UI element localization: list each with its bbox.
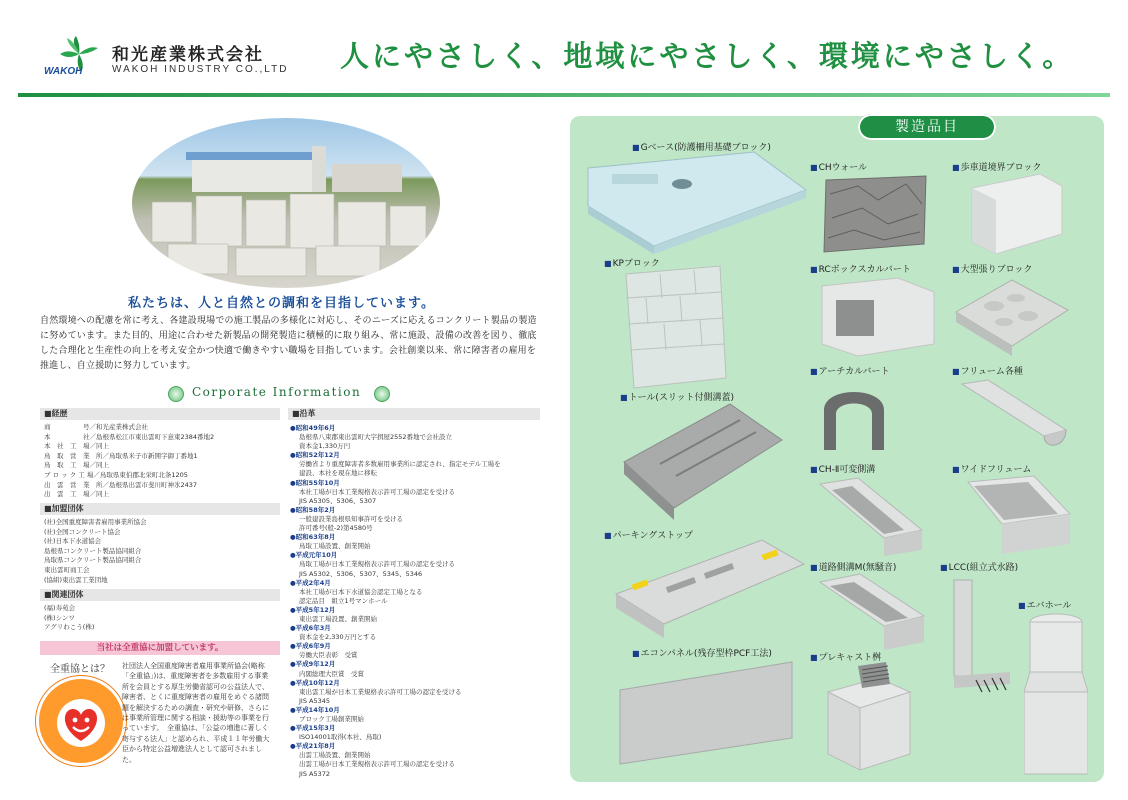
zenjuu-smiley-badge-icon bbox=[36, 676, 126, 766]
history-year: ●平成5年12月 bbox=[290, 605, 336, 614]
list-item: (社)全国コンクリート協会 bbox=[44, 527, 121, 536]
product-label-evahole: ■ エバホール bbox=[1018, 598, 1071, 611]
list-item: 東出雲町商工会 bbox=[44, 565, 90, 574]
products-title: 製造品目 bbox=[858, 114, 996, 140]
intro-body: 自然環境への配慮を常に考え、各建設現場での施工製品の多様化に対応し、そのニーズに応えるコンクリート製品の製造に努めています。また目的、用途に合わせた新製品の開発製造に積極的に取り組み、常に施設、設備の改善を図り、徹底した合理化と生産性の向上を考え安全かつ快適で働きやすい職場を目指しています。会社創業以来、常に障害者の雇用を推進し、自立援助に努力しています。 bbox=[40, 316, 537, 371]
history-entry: 鳥取工場設置、創業開始 bbox=[299, 542, 371, 551]
history-entry: ISO14001取得(本社、鳥取) bbox=[299, 733, 382, 742]
history-year: ●昭和52年12月 bbox=[290, 451, 340, 460]
company-name-jp: 和光産業株式会社 bbox=[112, 45, 264, 65]
product-label-econ-panel: ■ エコンパネル(残存型枠PCF工法) bbox=[632, 646, 772, 659]
history-entry: 本社工場が日本工業規格表示許可工場の認定を受ける bbox=[299, 487, 455, 496]
zenjuu-description: 社団法人全国重度障害者雇用事業所協会(略称「全重協」)は、重度障害者を多数雇用する事業所を会員とする厚生労働省認可の公益法人で、障害者、とくに重度障害者の雇用をめぐる諸問題を解決するための調査・研究や研修、さらには事業所管理に関する相談・援助等の事業を行っています。 全重協は、「公益の増進に著しく寄与する法人」と認められ、平成１１年労働大臣から特定公益増進法人として認可されました。 bbox=[122, 662, 270, 764]
precast-basin-image bbox=[824, 662, 914, 774]
history-entry: 許可番号(般-2)第4580号 bbox=[299, 524, 373, 533]
history-entry: 島根県八束郡東出雲町大字揖屋2552番地で会社設立 bbox=[299, 433, 453, 442]
green-bullet-icon bbox=[374, 386, 390, 402]
history-entry: JIS A5345 bbox=[299, 696, 331, 705]
product-label-curb-block: ■ 歩車道境界ブロック bbox=[952, 160, 1041, 173]
history-year: ●平成6年3月 bbox=[290, 624, 331, 633]
product-label-lcc: ■ LCC(組立式水路) bbox=[940, 560, 1018, 573]
road-gutter-m-image bbox=[818, 572, 928, 652]
zenjuu-banner: 当社は全重協に加盟しています。 bbox=[40, 641, 280, 655]
history-entry: 本社工場が日本下水道協会認定工場となる bbox=[299, 587, 423, 596]
history-entry: JIS A5305、5306、5307 bbox=[299, 496, 377, 505]
list-item: (協組)東出雲工業団地 bbox=[44, 575, 108, 584]
list-item: 鳥 取 営 業 所／鳥取県米子市新開字御丁番地1 bbox=[44, 451, 198, 460]
wide-flume-image bbox=[962, 474, 1074, 556]
history-entry: 鳥取工場が日本工業規格表示許可工場の認定を受ける bbox=[299, 560, 455, 569]
green-bullet-icon bbox=[168, 386, 184, 402]
ch-wall-image bbox=[818, 174, 932, 254]
history-entry: 認定品目 組立1号マンホール bbox=[299, 596, 388, 605]
intro-heading: 私たちは、人と自然との調和を目指しています。 bbox=[128, 296, 435, 311]
product-label-ch-wall: ■ CHウォール bbox=[810, 160, 867, 173]
product-label-arch-culvert: ■ アーチカルバート bbox=[810, 364, 889, 377]
related-heading: ■関連団体 bbox=[40, 589, 280, 601]
kp-block-image bbox=[620, 264, 730, 392]
history-entry: 東出雲工場が日本工業規格表示許可工場の認定を受ける bbox=[299, 687, 462, 696]
history-year: ●平成2年4月 bbox=[290, 578, 331, 587]
list-item: (社)日本下水道協会 bbox=[44, 537, 102, 546]
history-year: ●平成9年12月 bbox=[290, 660, 336, 669]
history-entry: 一般建設業島根県知事許可を受ける bbox=[299, 514, 403, 523]
history-year: ●平成10年12月 bbox=[290, 678, 340, 687]
product-label-toll-cover: ■ トール(スリット付側溝蓋) bbox=[620, 390, 734, 403]
product-label-ch2-gutter: ■ CH-Ⅱ可変側溝 bbox=[810, 462, 875, 475]
history-entry: 出雲工場が日本工業規格表示許可工場の認定を受ける bbox=[299, 760, 455, 769]
product-label-large-block: ■ 大型張りブロック bbox=[952, 262, 1032, 275]
overview-list bbox=[44, 423, 280, 500]
related-list bbox=[44, 604, 280, 633]
product-label-g-base: ■ Gベース(防護柵用基礎ブロック) bbox=[632, 140, 771, 153]
list-item: ブ ロ ッ ク 工 場／鳥取県東伯郡北栄町北条1205 bbox=[44, 470, 188, 479]
arch-culvert-image bbox=[820, 376, 892, 456]
history-entry: 内閣総理大臣賞 受賞 bbox=[299, 669, 364, 678]
factory-photo bbox=[132, 118, 440, 288]
lcc-image bbox=[948, 576, 1014, 696]
history-year: ●平成15年3月 bbox=[290, 724, 336, 733]
history-entry: JIS A5302、5306、5307、5345、5346 bbox=[299, 569, 423, 578]
rc-box-culvert-image bbox=[818, 274, 938, 360]
product-label-precast-basin: ■ プレキャスト桝 bbox=[810, 650, 881, 663]
product-label-wide-flume: ■ ワイドフリューム bbox=[952, 462, 1031, 475]
history-entry: JIS A5372 bbox=[299, 769, 331, 778]
history-entry: 労働大臣表彰 受賞 bbox=[299, 651, 358, 660]
list-item: 商 号／和光産業株式会社 bbox=[44, 423, 148, 431]
slogan: 人にやさしく、地域にやさしく、環境にやさしく。 bbox=[340, 39, 1075, 73]
list-item: 島根県コンクリート製品協同組合 bbox=[44, 546, 142, 555]
product-label-kp-block: ■ KPブロック bbox=[604, 256, 660, 269]
history-entry: ブロック工場創業開始 bbox=[299, 715, 364, 723]
history-entry: 労働省より重度障害者多数雇用事業所に認定され、指定モデル工場を bbox=[299, 460, 501, 469]
curb-block-image bbox=[962, 172, 1070, 256]
history-entry: 東出雲工場設置、創業開始 bbox=[299, 614, 377, 623]
list-item: 本 社／島根県松江市東出雲町下意東2384番地2 bbox=[44, 432, 215, 441]
product-label-rc-box-culvert: ■ RCボックスカルバート bbox=[810, 262, 911, 275]
history-heading: ■沿革 bbox=[288, 408, 540, 420]
g-base-image bbox=[584, 150, 810, 254]
history-entry: 資本金を2,330万円とする bbox=[299, 633, 377, 642]
list-item: 出 雲 工 場／同上 bbox=[44, 490, 109, 499]
header-divider bbox=[18, 93, 1110, 97]
history-year: ●昭和55年10月 bbox=[290, 478, 340, 487]
zenjuu-question: 全重協とは？ bbox=[50, 664, 110, 675]
company-name-en: WAKOH INDUSTRY CO.,LTD bbox=[112, 64, 289, 75]
history-entry: 建設、本社を現在地に移転 bbox=[299, 469, 377, 478]
list-item: 出 雲 営 業 所／島根県出雲市斐川町神氷2437 bbox=[44, 480, 198, 489]
history-year: ●昭和63年8月 bbox=[290, 533, 336, 542]
toll-cover-image bbox=[620, 400, 786, 524]
overview-heading: ■経歴 bbox=[40, 408, 280, 420]
product-label-road-gutter-m: ■ 道路側溝M(無騒音) bbox=[810, 560, 896, 573]
list-item: (株)シンワ bbox=[44, 613, 75, 622]
list-item: 本 社 工 場／同上 bbox=[44, 442, 109, 451]
corporate-info-title: Corporate Information bbox=[192, 385, 362, 399]
history-list bbox=[290, 424, 540, 779]
list-item: アグリわこう(株) bbox=[44, 623, 95, 632]
econ-panel-image bbox=[616, 660, 796, 768]
history-year: ●平成6年9月 bbox=[290, 642, 331, 651]
affiliations-list bbox=[44, 518, 280, 585]
parking-stop-image bbox=[612, 538, 808, 642]
flume-image bbox=[958, 378, 1070, 456]
history-year: ●平成元年10月 bbox=[290, 551, 338, 560]
history-entry: 資本金1,330万円 bbox=[299, 442, 351, 451]
ch2-gutter-image bbox=[818, 476, 926, 556]
history-year: ●昭和49年6月 bbox=[290, 424, 336, 432]
list-item: (福)寿苑会 bbox=[44, 604, 76, 612]
evahole-image bbox=[1024, 610, 1088, 776]
factory-illustration bbox=[132, 118, 440, 288]
history-year: ●平成21年8月 bbox=[290, 742, 336, 751]
corporate-info-title-bar bbox=[168, 384, 390, 402]
product-label-parking-stop: ■ パーキングストップ bbox=[604, 528, 693, 541]
history-year: ●昭和58年2月 bbox=[290, 505, 336, 514]
list-item: (社)全国重度障害者雇用事業所協会 bbox=[44, 518, 147, 526]
list-item: 鳥取県コンクリート製品協同組合 bbox=[44, 556, 142, 565]
list-item: 鳥 取 工 場／同上 bbox=[44, 461, 109, 470]
logo-wordmark: WAKOH bbox=[44, 66, 83, 77]
affiliations-heading: ■加盟団体 bbox=[40, 503, 280, 515]
product-label-flume: ■ フリューム各種 bbox=[952, 364, 1023, 377]
history-entry: 出雲工場設置、創業開始 bbox=[299, 751, 371, 760]
history-year: ●平成14年10月 bbox=[290, 705, 340, 714]
large-block-image bbox=[954, 276, 1070, 358]
